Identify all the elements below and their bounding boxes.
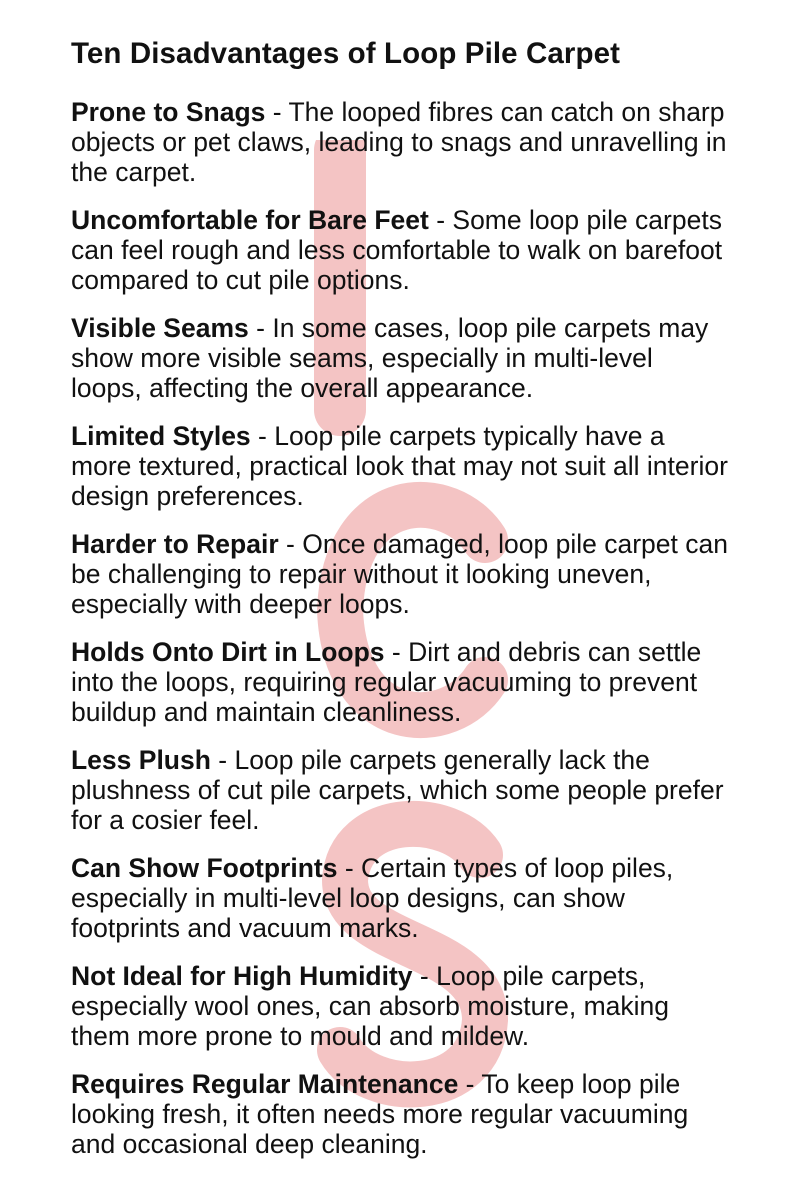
term-separator: - bbox=[265, 97, 289, 128]
term-separator: - bbox=[250, 421, 275, 452]
disadvantage-term: Prone to Snags bbox=[71, 97, 266, 128]
disadvantage-description: The looped fibres can catch on sharp objects or pet claws, leading to snags and unravelling in the carpet. bbox=[71, 97, 727, 188]
disadvantage-item bbox=[71, 313, 730, 403]
term-separator: - bbox=[428, 205, 453, 236]
term-separator: - bbox=[278, 529, 303, 560]
disadvantage-item bbox=[71, 421, 730, 511]
disadvantage-description: Certain types of loop piles, especially in multi-level loop designs, can show footprints and vacuum marks. bbox=[71, 853, 674, 944]
disadvantage-item bbox=[71, 745, 730, 835]
disadvantage-item bbox=[71, 853, 730, 943]
term-separator: - bbox=[210, 745, 235, 776]
page-title: Ten Disadvantages of Loop Pile Carpet bbox=[71, 37, 621, 70]
disadvantage-item bbox=[71, 1069, 730, 1159]
disadvantage-description: In some cases, loop pile carpets may show more visible seams, especially in multi-level loops, affecting the overall appearance. bbox=[71, 313, 709, 404]
term-separator: - bbox=[412, 961, 437, 992]
disadvantage-term: Harder to Repair bbox=[71, 529, 279, 560]
disadvantage-description: Dirt and debris can settle into the loops, requiring regular vacuuming to prevent buildup and maintain cleanliness. bbox=[71, 637, 702, 728]
disadvantage-term: Can Show Footprints bbox=[71, 853, 338, 884]
disadvantage-term: Visible Seams bbox=[71, 313, 249, 344]
disadvantage-description: Once damaged, loop pile carpet can be challenging to repair without it looking uneven, especially with deeper loops. bbox=[71, 529, 728, 620]
disadvantage-list bbox=[71, 97, 730, 1159]
term-separator: - bbox=[458, 1069, 482, 1100]
term-separator: - bbox=[248, 313, 273, 344]
disadvantage-item bbox=[71, 637, 730, 727]
term-separator: - bbox=[384, 637, 409, 668]
disadvantage-term: Holds Onto Dirt in Loops bbox=[71, 637, 385, 668]
term-separator: - bbox=[337, 853, 362, 884]
disadvantage-item bbox=[71, 529, 730, 619]
disadvantage-description: Loop pile carpets typically have a more textured, practical look that may not suit all interior design preferences. bbox=[71, 421, 728, 512]
disadvantage-item bbox=[71, 205, 730, 295]
disadvantage-description: Loop pile carpets generally lack the plushness of cut pile carpets, which some people prefer for a cosier feel. bbox=[71, 745, 724, 836]
disadvantage-term: Uncomfortable for Bare Feet bbox=[71, 205, 429, 236]
disadvantage-item bbox=[71, 97, 730, 187]
disadvantage-description: Some loop pile carpets can feel rough and less comfortable to walk on barefoot compared to cut pile options. bbox=[71, 205, 723, 296]
disadvantage-description: To keep loop pile looking fresh, it often needs more regular vacuuming and occasional deep cleaning. bbox=[71, 1069, 689, 1160]
disadvantage-term: Limited Styles bbox=[71, 421, 251, 452]
disadvantage-term: Less Plush bbox=[71, 745, 211, 776]
disadvantage-term: Requires Regular Maintenance bbox=[71, 1069, 459, 1100]
disadvantage-term: Not Ideal for High Humidity bbox=[71, 961, 413, 992]
disadvantage-item bbox=[71, 961, 730, 1051]
disadvantage-description: Loop pile carpets, especially wool ones, can absorb moisture, making them more prone to mould and mildew. bbox=[71, 961, 670, 1052]
